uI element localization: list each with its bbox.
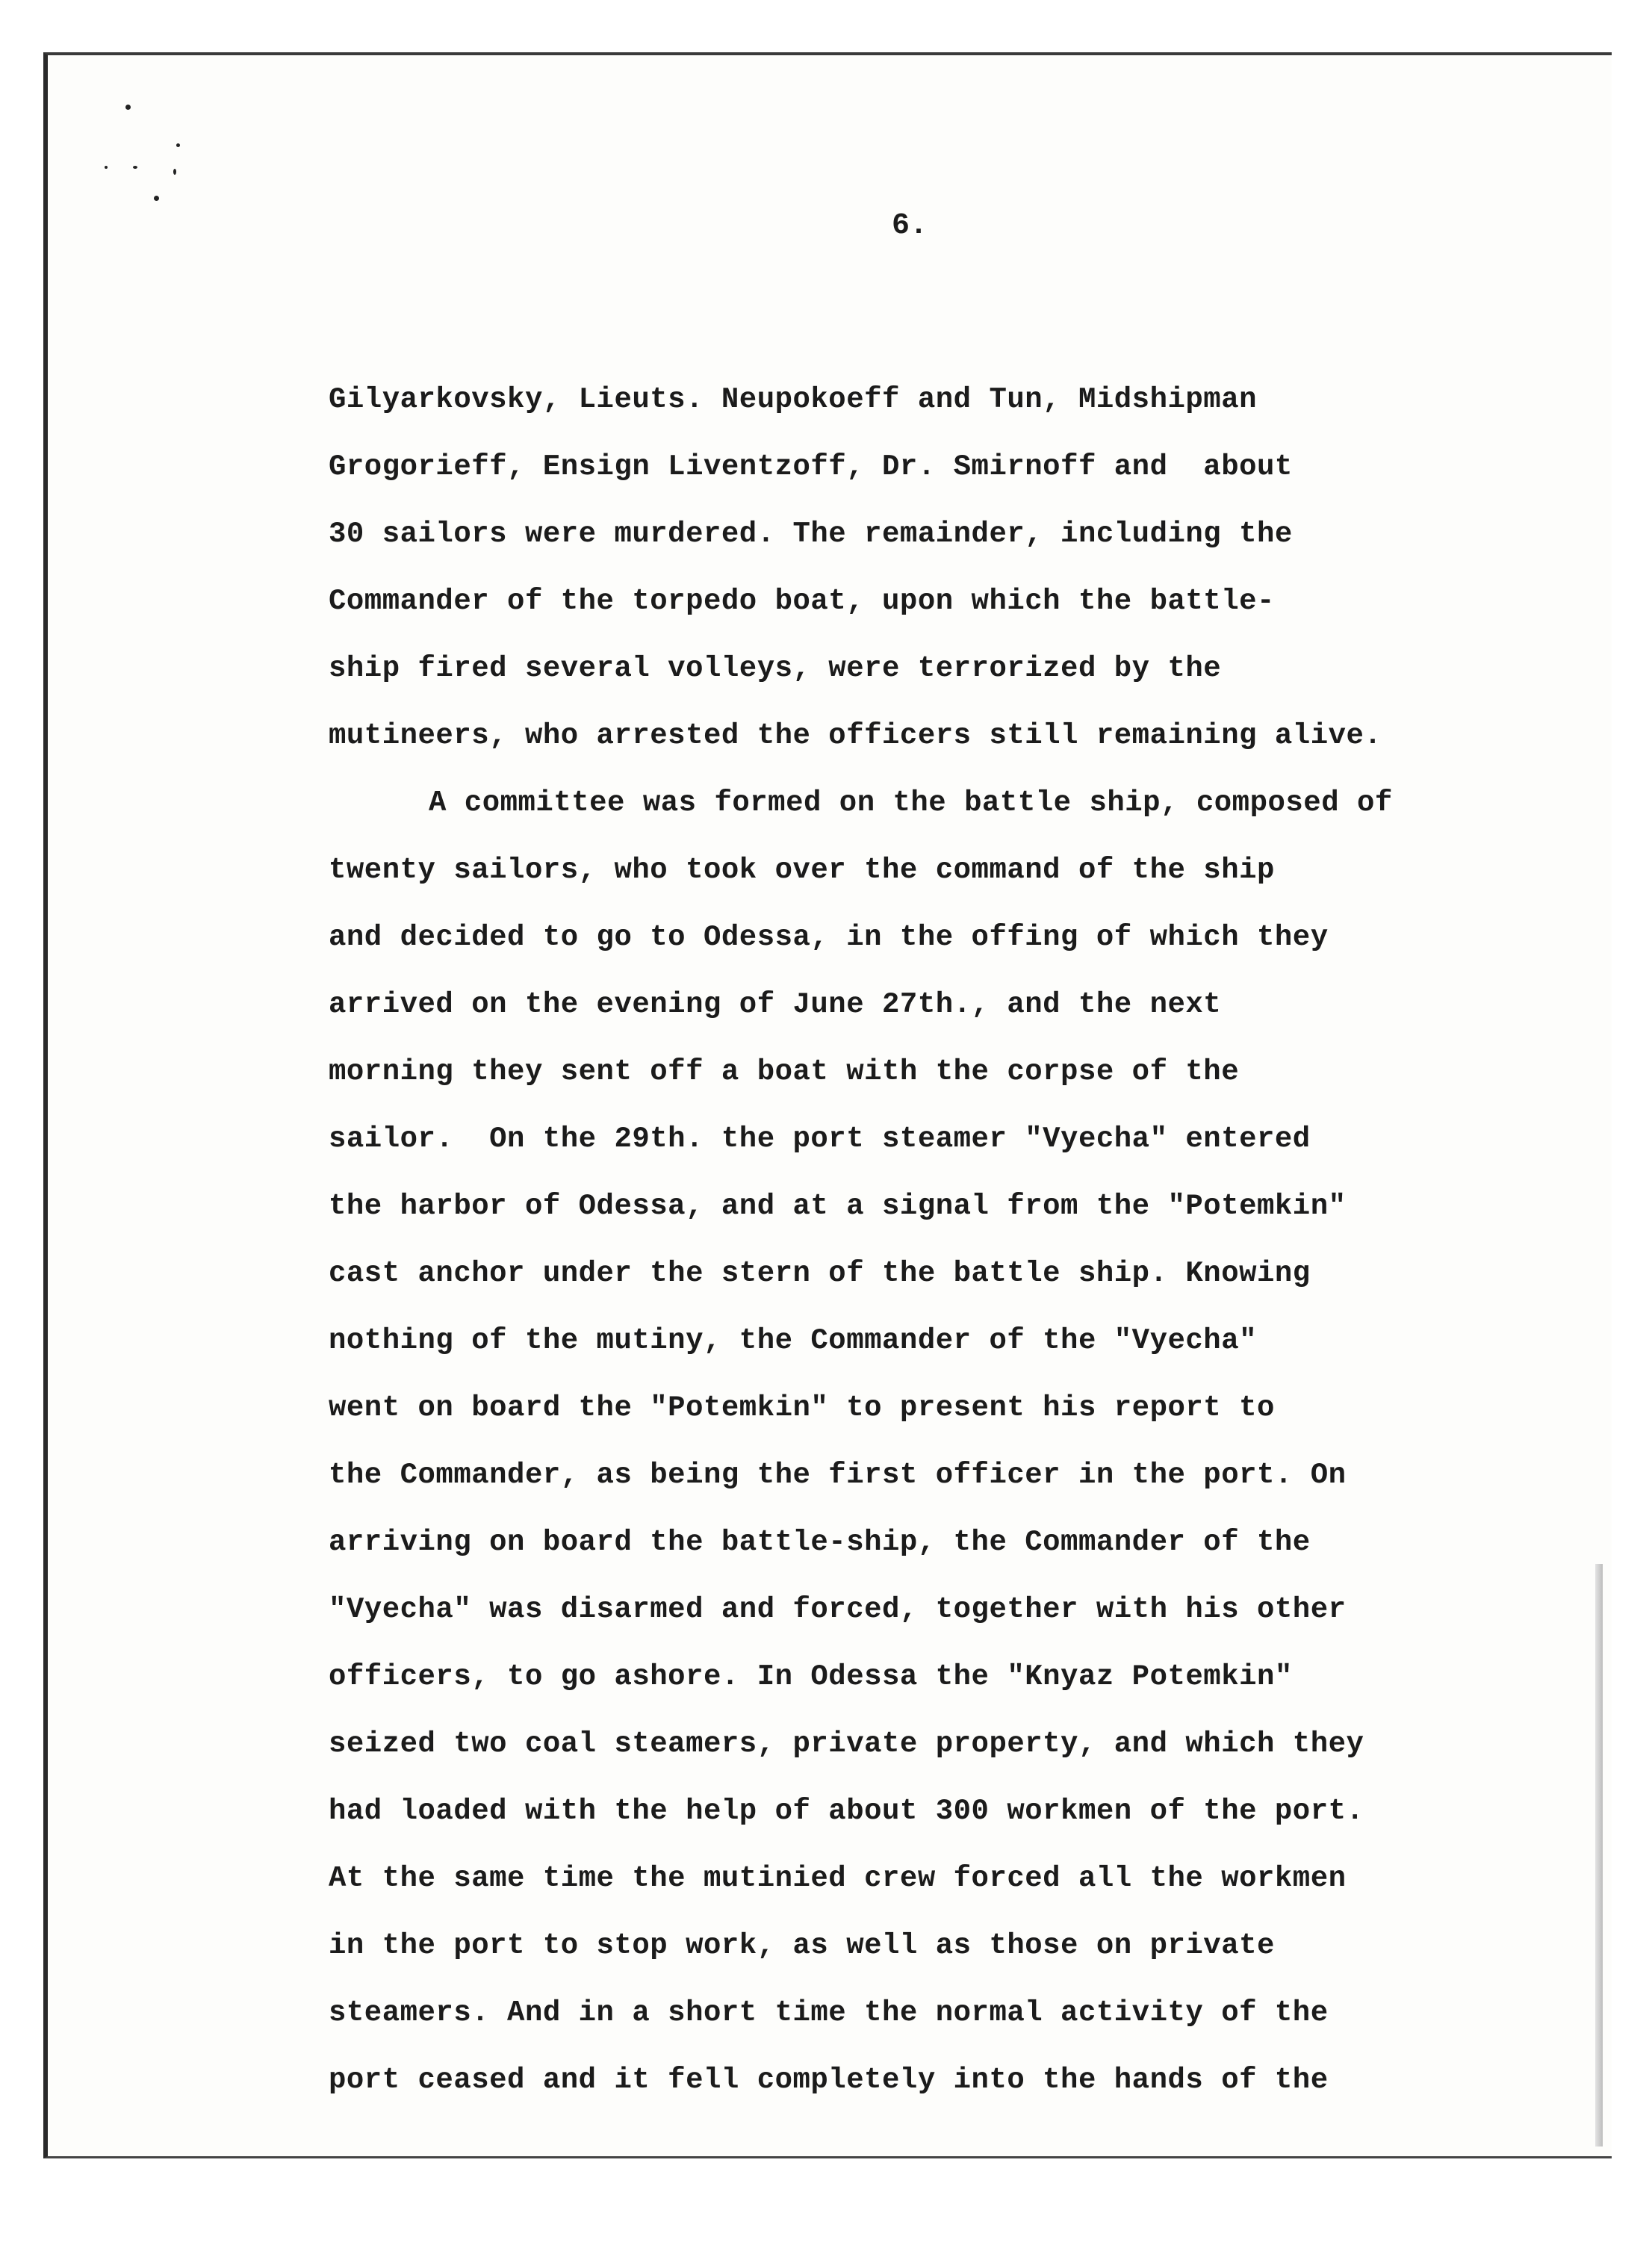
page-number: 6. [892,209,928,243]
text-line: arriving on board the battle-ship, the Commander of the [329,1526,1311,1559]
text-line: nothing of the mutiny, the Commander of the "Vyecha" [329,1324,1257,1357]
text-line: arrived on the evening of June 27th., and the next [329,988,1222,1021]
speck [125,105,131,110]
text-line: A committee was formed on the battle ship, composed of [429,786,1393,819]
text-line: Gilyarkovsky, Lieuts. Neupokoeff and Tun, Midshipman [329,383,1257,416]
text-line: twenty sailors, who took over the command of the ship [329,854,1275,887]
text-line: and decided to go to Odessa, in the offing of which they [329,921,1329,954]
text-line: officers, to go ashore. In Odessa the "Knyaz Potemkin" [329,1660,1293,1693]
text-line: the Commander, as being the first officer in the port. On [329,1459,1347,1491]
text-line: ship fired several volleys, were terrorized by the [329,652,1222,685]
text-line: "Vyecha" was disarmed and forced, together with his other [329,1593,1347,1626]
speck [173,169,176,175]
text-line: steamers. And in a short time the normal activity of the [329,1996,1329,2029]
text-line: in the port to stop work, as well as those on private [329,1929,1275,1962]
speck [176,143,180,147]
text-line: had loaded with the help of about 300 workmen of the port. [329,1795,1364,1828]
speck [105,166,108,169]
speck [154,196,159,201]
speck [133,166,137,169]
text-line: sailor. On the 29th. the port steamer "Vyecha" entered [329,1123,1311,1155]
text-line: port ceased and it fell completely into the hands of the [329,2064,1329,2096]
text-line: Commander of the torpedo boat, upon which the battle- [329,585,1275,618]
text-line: morning they sent off a boat with the corpse of the [329,1055,1240,1088]
text-line: At the same time the mutinied crew forced all the workmen [329,1862,1347,1895]
text-line: cast anchor under the stern of the battle ship. Knowing [329,1257,1311,1290]
body-text [329,366,1509,2114]
text-line: Grogorieff, Ensign Liventzoff, Dr. Smirnoff and about [329,450,1293,483]
text-line: the harbor of Odessa, and at a signal from the "Potemkin" [329,1190,1347,1223]
text-line: went on board the "Potemkin" to present his report to [329,1391,1275,1424]
text-line: 30 sailors were murdered. The remainder, including the [329,518,1293,550]
text-line: seized two coal steamers, private property, and which they [329,1728,1364,1760]
text-line: mutineers, who arrested the officers still remaining alive. [329,719,1382,752]
page-edge-shadow [1595,1564,1603,2147]
